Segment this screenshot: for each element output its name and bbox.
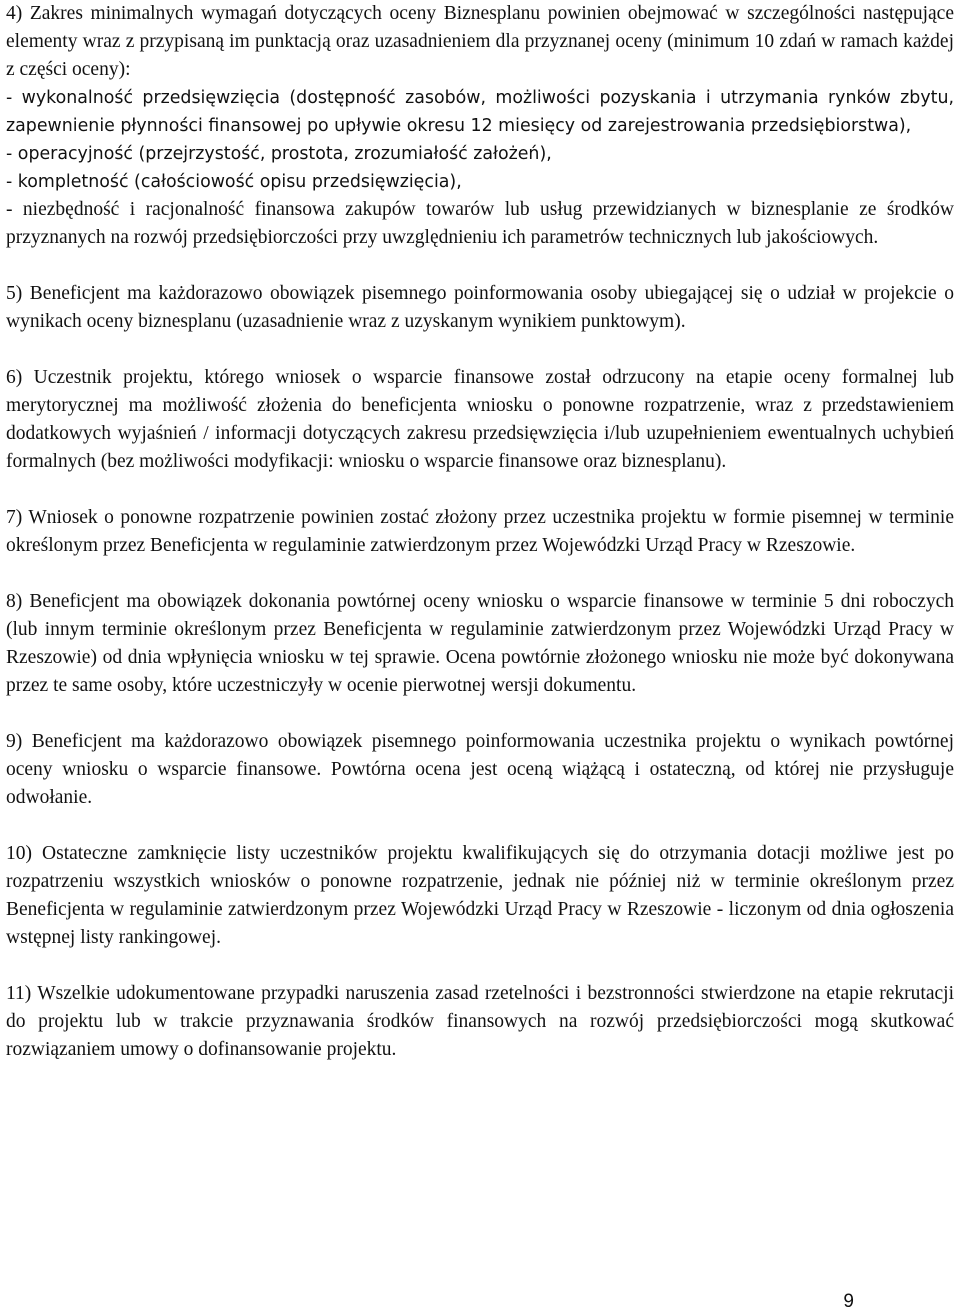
section-4 — [6, 0, 954, 252]
paragraph-10: 10) Ostateczne zamknięcie listy uczestników projektu kwalifikujących się do otrzymania dotacji możliwe jest po rozpatrzeniu wszystkich wniosków o ponowne rozpatrzenie, jednak nie później niż w terminie określonym przez Beneficjenta w regulaminie zatwierdzonym przez Wojewódzki Urząd Pracy w Rzeszowie - liczonym od dnia ogłoszenia wstępnej listy rankingowej. — [6, 843, 954, 948]
paragraph-gap — [6, 336, 954, 364]
document-page — [6, 0, 954, 1064]
paragraph-6: 6) Uczestnik projektu, którego wniosek o wsparcie finansowe został odrzucony na etapie oceny formalnej lub merytorycznej ma możliwość złożenia do beneficjenta wniosku o ponowne rozpatrzenie, wraz z przedstawieniem dodatkowych wyjaśnień / informacji dotyczących zakresu przedsięwzięcia i/lub uzupełnieniem ewentualnych uchybień formalnych (bez możliwości modyfikacji: wniosku o wsparcie finansowe oraz biznesplanu). — [6, 367, 954, 472]
paragraph-9: 9) Beneficjent ma każdorazowo obowiązek pisemnego poinformowania uczestnika projektu o wynikach powtórnej oceny wniosku o wsparcie finansowe. Powtórna ocena jest oceną wiążącą i ostateczną, od której nie przysługuje odwołanie. — [6, 731, 954, 808]
page-number: 9 — [843, 1291, 854, 1312]
paragraph-5: 5) Beneficjent ma każdorazowo obowiązek pisemnego poinformowania osoby ubiegającej się o udział w projekcie o wynikach oceny biznesplanu (uzasadnienie wraz z uzyskanym wynikiem punktowym). — [6, 283, 954, 332]
paragraph-4-intro: 4) Zakres minimalnych wymagań dotyczących oceny Biznesplanu powinien obejmować w szczególności następujące elementy wraz z przypisaną im punktacją oraz uzasadnieniem dla przyznanej oceny (minimum 10 zdań w ramach każdej z części oceny): — [6, 3, 954, 80]
paragraph-gap — [6, 476, 954, 504]
paragraph-gap — [6, 812, 954, 840]
criteria-item-necessity: - niezbędność i racjonalność finansowa zakupów towarów lub usług przewidzianych w biznesplanie ze środków przyznanych na rozwój przedsiębiorczości przy uwzględnieniu ich parametrów technicznych lub jakościowych. — [6, 199, 954, 248]
paragraph-11: 11) Wszelkie udokumentowane przypadki naruszenia zasad rzetelności i bezstronności stwierdzone na etapie rekrutacji do projektu lub w trakcie przyznawania środków finansowych na rozwój przedsiębiorczości mogą skutkować rozwiązaniem umowy o dofinansowanie projektu. — [6, 983, 954, 1060]
paragraph-gap — [6, 252, 954, 280]
paragraph-gap — [6, 952, 954, 980]
paragraph-8: 8) Beneficjent ma obowiązek dokonania powtórnej oceny wniosku o wsparcie finansowe w terminie 5 dni roboczych (lub innym terminie określonym przez Beneficjenta w regulaminie zatwierdzonym przez Wojewódzki Urząd Pracy w Rzeszowie) od dnia wpłynięcia wniosku w tej sprawie. Ocena powtórnie złożonego wniosku nie może być dokonywana przez te same osoby, które uczestniczyły w ocenie pierwotnej wersji dokumentu. — [6, 591, 954, 696]
paragraph-gap — [6, 560, 954, 588]
paragraph-gap — [6, 700, 954, 728]
paragraph-7: 7) Wniosek o ponowne rozpatrzenie powinien zostać złożony przez uczestnika projektu w formie pisemnej w terminie określonym przez Beneficjenta w regulaminie zatwierdzonym przez Wojewódzki Urząd Pracy w Rzeszowie. — [6, 507, 954, 556]
criteria-item-operational: - operacyjność (przejrzystość, prostota, zrozumiałość założeń), — [6, 144, 552, 164]
criteria-item-feasibility: - wykonalność przedsięwzięcia (dostępność zasobów, możliwości pozyskania i utrzymania rynków zbytu, zapewnienie płynności finansowej po upływie okresu 12 miesięcy od zarejestrowania przedsiębiorstwa), — [6, 88, 954, 136]
criteria-item-completeness: - kompletność (całościowość opisu przedsięwzięcia), — [6, 172, 462, 192]
